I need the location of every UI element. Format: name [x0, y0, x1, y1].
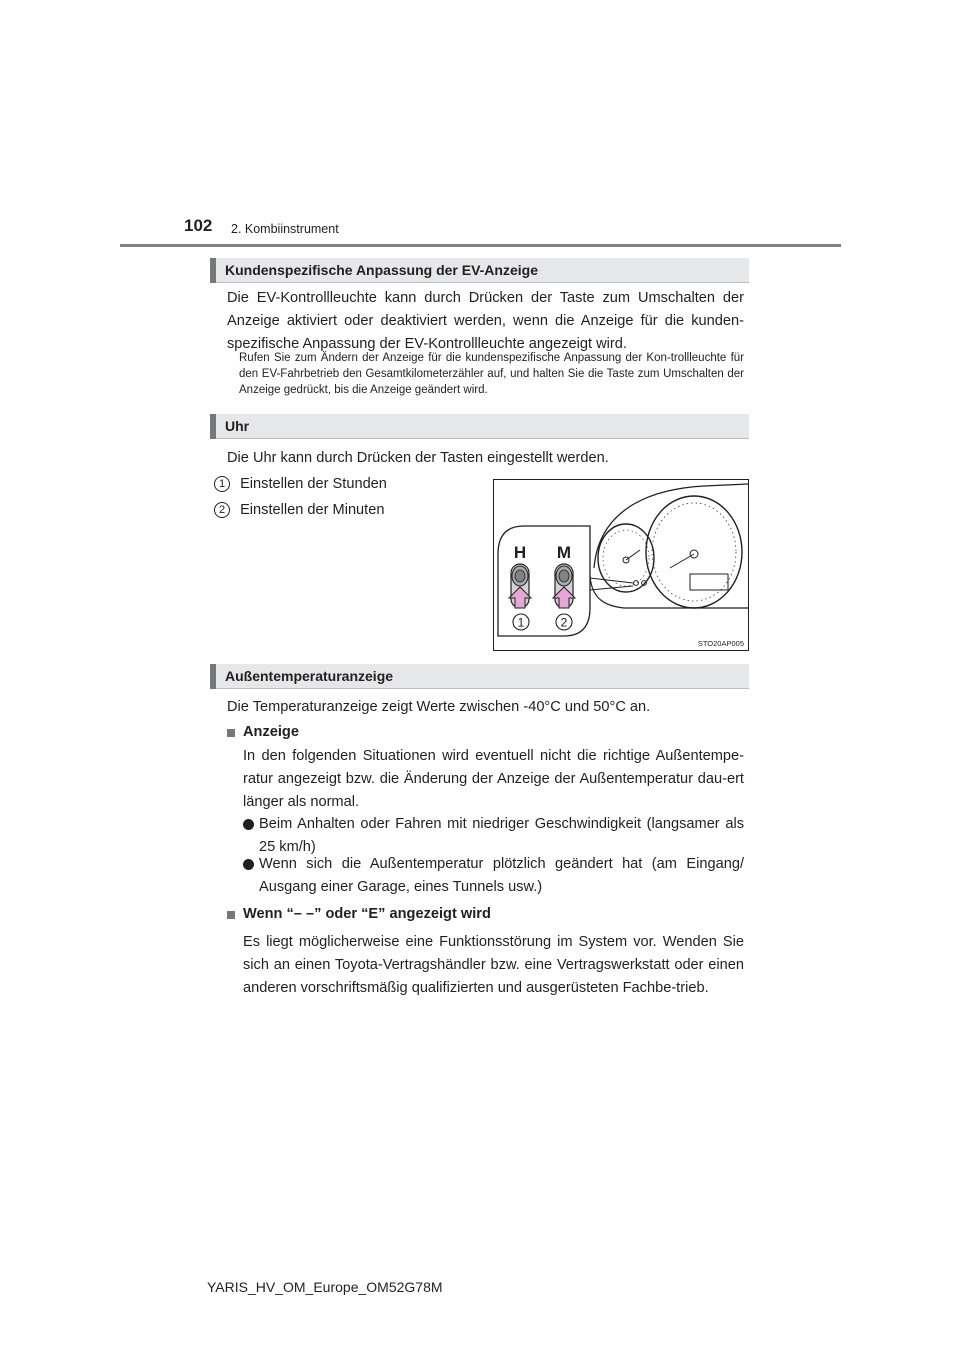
square-bullet-icon [227, 729, 235, 737]
temp-intro: Die Temperaturanzeige zeigt Werte zwischen -40°C und 50°C an. [227, 699, 651, 715]
list-item [214, 473, 387, 496]
document-id: YARIS_HV_OM_Europe_OM52G78M [207, 1279, 443, 1295]
bullet-text: Wenn sich die Außentemperatur plötzlich geändert hat (am Eingang/ Ausgang einer Garage, eines Tunnels usw.) [259, 856, 744, 895]
display-subsection [227, 721, 747, 744]
list-item-label: Einstellen der Minuten [240, 502, 385, 518]
ev-note: Rufen Sie zum Ändern der Anzeige für die kundenspezifische Anpassung der Kon-trollleuchte für den EV-Fahrbetrieb den Gesamtkilometerzähler auf, und halten Sie die Taste zum Umschalten der Anzeige gedrückt, bis die Anzeige geändert wird. [239, 352, 744, 396]
clock-intro: Die Uhr kann durch Drücken der Tasten eingestellt werden. [227, 450, 609, 466]
speedometer-ticks [652, 503, 736, 601]
section-bar [210, 664, 216, 689]
callout-number: 2 [214, 502, 230, 518]
cluster-display [690, 574, 728, 590]
display-heading: Anzeige [243, 724, 299, 740]
round-bullet-icon [243, 859, 254, 870]
square-bullet-icon [227, 911, 235, 919]
button-label-m: M [556, 543, 572, 562]
section-header-ev [210, 258, 749, 283]
callout-2: 2 [560, 615, 568, 630]
callout-1: 1 [517, 615, 525, 630]
small-gauge-ticks [603, 530, 649, 586]
section-header-clock [210, 414, 749, 439]
ev-paragraph: Die EV-Kontrollleuchte kann durch Drücken der Taste zum Umschalten der Anzeige aktiviert oder deaktiviert werden, wenn die Anzeige für die kunden-spezifische Anpassung der EV-Kontrollleuchte angezeigt wird. [227, 290, 744, 352]
section-bar [210, 258, 216, 283]
button-label-h: H [513, 543, 527, 562]
cluster-illustration [494, 480, 748, 650]
section-title-ev: Kundenspezifische Anpassung der EV-Anzeige [225, 262, 538, 278]
display-text: In den folgenden Situationen wird eventuell nicht die richtige Außentempe-ratur angezeigt bzw. die Änderung der Anzeige der Außentemperatur dau-ert länger als normal. [243, 748, 744, 810]
page-number: 102 [184, 216, 213, 235]
section-title-temp: Außentemperaturanzeige [225, 668, 394, 684]
section-header-temp [210, 664, 749, 689]
leader-line [590, 578, 633, 583]
speedometer [646, 496, 742, 608]
gauge-needle [626, 550, 640, 560]
bullet-text: Beim Anhalten oder Fahren mit niedriger Geschwindigkeit (langsamer als 25 km/h) [259, 816, 744, 855]
section-title-clock: Uhr [225, 418, 250, 434]
instrument-cluster-figure [493, 479, 749, 651]
list-item [243, 853, 744, 899]
round-bullet-icon [243, 819, 254, 830]
error-text: Es liegt möglicherweise eine Funktionsstörung im System vor. Wenden Sie sich an einen Toyota-Vertragshändler bzw. eine Vertragswerkstatt oder einen anderen vorschriftsmäßig qualifizierten und ausgerüsteten Fachbe-trieb. [243, 934, 744, 996]
figure-code: STO20AP005 [697, 639, 744, 648]
error-subsection [227, 903, 747, 926]
section-bar [210, 414, 216, 439]
cluster-button-h [634, 581, 639, 586]
error-heading: Wenn “– –” oder “E” angezeigt wird [243, 906, 491, 922]
callout-number: 1 [214, 476, 230, 492]
list-item-label: Einstellen der Stunden [240, 476, 387, 492]
speedometer-needle [670, 554, 694, 568]
header-rule [120, 244, 841, 247]
chapter-title: 2. Kombiinstrument [231, 222, 339, 236]
list-item [214, 499, 384, 522]
